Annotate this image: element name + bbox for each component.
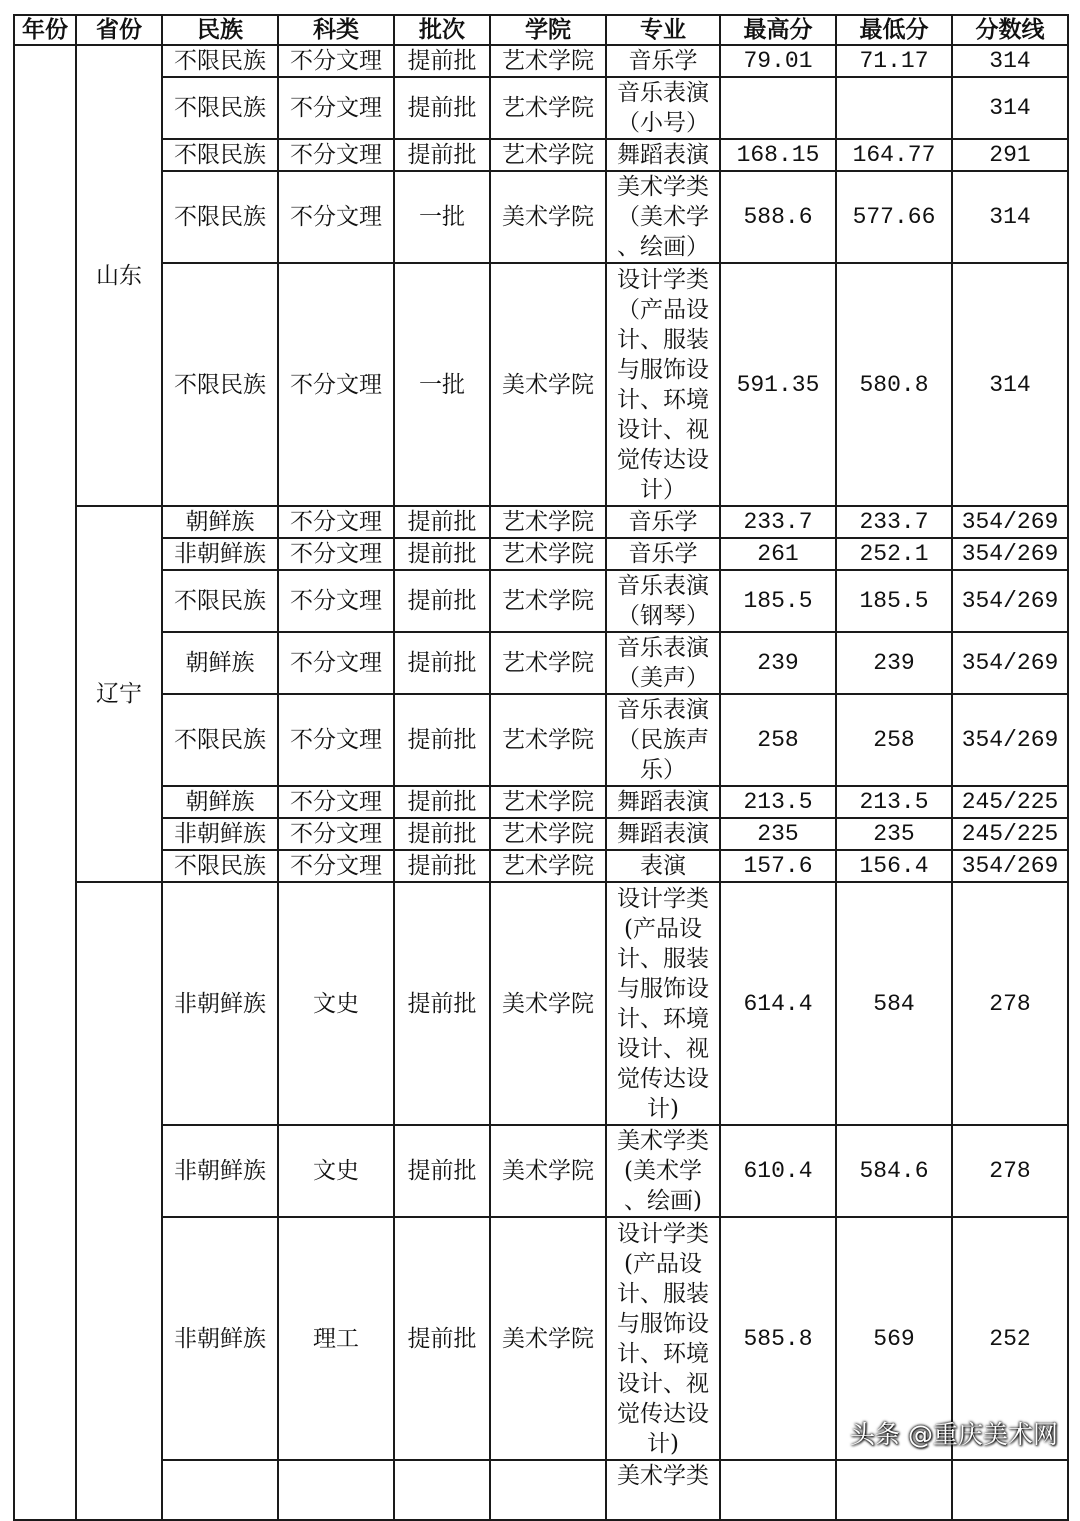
batch-cell: 提前批 xyxy=(394,632,490,694)
table-row xyxy=(14,570,1068,632)
cutoff-line-cell: 314 xyxy=(952,263,1068,506)
college-cell: 艺术学院 xyxy=(490,77,606,139)
admission-scores-table xyxy=(13,14,1069,1521)
cutoff-line-cell: 278 xyxy=(952,882,1068,1125)
major-cell: 音乐表演 （美声） xyxy=(606,632,720,694)
header-batch: 批次 xyxy=(394,15,490,45)
max-score-cell: 585.8 xyxy=(720,1217,836,1460)
batch-cell: 提前批 xyxy=(394,694,490,786)
major-cell: 舞蹈表演 xyxy=(606,818,720,850)
max-score-cell: 610.4 xyxy=(720,1125,836,1217)
batch-cell: 提前批 xyxy=(394,786,490,818)
college-cell: 美术学院 xyxy=(490,882,606,1125)
header-major: 专业 xyxy=(606,15,720,45)
major-cell: 音乐表演 （钢琴） xyxy=(606,570,720,632)
major-cell: 美术学类 (美术学 、绘画) xyxy=(606,1125,720,1217)
table-row xyxy=(14,77,1068,139)
category-cell: 不分文理 xyxy=(278,139,394,171)
category-cell: 不分文理 xyxy=(278,570,394,632)
batch-cell: 提前批 xyxy=(394,850,490,882)
header-ethnicity: 民族 xyxy=(162,15,278,45)
header-row xyxy=(14,15,1068,45)
batch-cell: 提前批 xyxy=(394,1125,490,1217)
category-cell: 不分文理 xyxy=(278,45,394,77)
college-cell: 艺术学院 xyxy=(490,506,606,538)
category-cell: 不分文理 xyxy=(278,538,394,570)
batch-cell: 一批 xyxy=(394,171,490,263)
category-cell: 不分文理 xyxy=(278,632,394,694)
college-cell: 艺术学院 xyxy=(490,570,606,632)
batch-cell: 提前批 xyxy=(394,538,490,570)
min-score-cell xyxy=(836,77,952,139)
ethnicity-cell: 不限民族 xyxy=(162,570,278,632)
college-cell: 艺术学院 xyxy=(490,632,606,694)
ethnicity-cell: 不限民族 xyxy=(162,45,278,77)
min-score-cell: 233.7 xyxy=(836,506,952,538)
cutoff-line-cell: 314 xyxy=(952,45,1068,77)
ethnicity-cell xyxy=(162,1460,278,1520)
max-score-cell: 79.01 xyxy=(720,45,836,77)
batch-cell: 提前批 xyxy=(394,1217,490,1460)
max-score-cell: 261 xyxy=(720,538,836,570)
cutoff-line-cell xyxy=(952,1460,1068,1520)
category-cell: 不分文理 xyxy=(278,818,394,850)
ethnicity-cell: 朝鲜族 xyxy=(162,786,278,818)
ethnicity-cell: 不限民族 xyxy=(162,850,278,882)
max-score-cell: 235 xyxy=(720,818,836,850)
min-score-cell: 252.1 xyxy=(836,538,952,570)
major-cell: 表演 xyxy=(606,850,720,882)
ethnicity-cell: 不限民族 xyxy=(162,694,278,786)
college-cell: 美术学院 xyxy=(490,263,606,506)
category-cell: 不分文理 xyxy=(278,506,394,538)
college-cell xyxy=(490,1460,606,1520)
min-score-cell: 235 xyxy=(836,818,952,850)
category-cell: 文史 xyxy=(278,1125,394,1217)
table-row xyxy=(14,882,1068,1125)
ethnicity-cell: 不限民族 xyxy=(162,139,278,171)
min-score-cell xyxy=(836,1460,952,1520)
watermark: 头条 @重庆美术网 xyxy=(850,1420,1058,1449)
min-score-cell: 213.5 xyxy=(836,786,952,818)
max-score-cell: 233.7 xyxy=(720,506,836,538)
college-cell: 艺术学院 xyxy=(490,694,606,786)
max-score-cell: 258 xyxy=(720,694,836,786)
major-cell: 音乐学 xyxy=(606,538,720,570)
header-max-score: 最高分 xyxy=(720,15,836,45)
province-cell-liaoning: 辽宁 xyxy=(76,506,162,882)
cutoff-line-cell: 245/225 xyxy=(952,818,1068,850)
cutoff-line-cell: 314 xyxy=(952,77,1068,139)
category-cell: 文史 xyxy=(278,882,394,1125)
header-category: 科类 xyxy=(278,15,394,45)
max-score-cell: 157.6 xyxy=(720,850,836,882)
ethnicity-cell: 非朝鲜族 xyxy=(162,1125,278,1217)
min-score-cell: 239 xyxy=(836,632,952,694)
cutoff-line-cell: 354/269 xyxy=(952,850,1068,882)
major-cell: 舞蹈表演 xyxy=(606,786,720,818)
min-score-cell: 577.66 xyxy=(836,171,952,263)
category-cell: 理工 xyxy=(278,1217,394,1460)
college-cell: 艺术学院 xyxy=(490,139,606,171)
header-year: 年份 xyxy=(14,15,76,45)
max-score-cell: 213.5 xyxy=(720,786,836,818)
category-cell: 不分文理 xyxy=(278,171,394,263)
province-cell-shandong: 山东 xyxy=(76,45,162,506)
batch-cell: 提前批 xyxy=(394,570,490,632)
min-score-cell: 258 xyxy=(836,694,952,786)
table-row xyxy=(14,694,1068,786)
college-cell: 美术学院 xyxy=(490,1217,606,1460)
cutoff-line-cell: 252 xyxy=(952,1217,1068,1460)
min-score-cell: 584 xyxy=(836,882,952,1125)
table-row xyxy=(14,632,1068,694)
major-cell: 设计学类 （产品设 计、服装 与服饰设 计、环境 设计、视 觉传达设 计） xyxy=(606,263,720,506)
major-cell: 美术学类 xyxy=(606,1460,720,1520)
min-score-cell: 156.4 xyxy=(836,850,952,882)
category-cell: 不分文理 xyxy=(278,850,394,882)
batch-cell: 提前批 xyxy=(394,818,490,850)
college-cell: 艺术学院 xyxy=(490,786,606,818)
college-cell: 美术学院 xyxy=(490,1125,606,1217)
college-cell: 美术学院 xyxy=(490,171,606,263)
table-row xyxy=(14,171,1068,263)
batch-cell: 提前批 xyxy=(394,139,490,171)
batch-cell: 提前批 xyxy=(394,506,490,538)
max-score-cell xyxy=(720,77,836,139)
ethnicity-cell: 非朝鲜族 xyxy=(162,882,278,1125)
cutoff-line-cell: 291 xyxy=(952,139,1068,171)
min-score-cell: 71.17 xyxy=(836,45,952,77)
table-row xyxy=(14,139,1068,171)
major-cell: 设计学类 (产品设 计、服装 与服饰设 计、环境 设计、视 觉传达设 计) xyxy=(606,1217,720,1460)
table-row xyxy=(14,786,1068,818)
max-score-cell: 168.15 xyxy=(720,139,836,171)
table-row xyxy=(14,818,1068,850)
category-cell: 不分文理 xyxy=(278,694,394,786)
cutoff-line-cell: 354/269 xyxy=(952,632,1068,694)
cutoff-line-cell: 314 xyxy=(952,171,1068,263)
cutoff-line-cell: 245/225 xyxy=(952,786,1068,818)
max-score-cell: 185.5 xyxy=(720,570,836,632)
batch-cell xyxy=(394,1460,490,1520)
min-score-cell: 164.77 xyxy=(836,139,952,171)
max-score-cell: 614.4 xyxy=(720,882,836,1125)
ethnicity-cell: 朝鲜族 xyxy=(162,506,278,538)
college-cell: 艺术学院 xyxy=(490,45,606,77)
major-cell: 音乐学 xyxy=(606,45,720,77)
category-cell: 不分文理 xyxy=(278,786,394,818)
ethnicity-cell: 非朝鲜族 xyxy=(162,1217,278,1460)
table-row xyxy=(14,1460,1068,1520)
min-score-cell: 580.8 xyxy=(836,263,952,506)
ethnicity-cell: 不限民族 xyxy=(162,171,278,263)
college-cell: 艺术学院 xyxy=(490,538,606,570)
table-row xyxy=(14,506,1068,538)
header-min-score: 最低分 xyxy=(836,15,952,45)
header-cutoff-line: 分数线 xyxy=(952,15,1068,45)
major-cell: 音乐表演 （小号） xyxy=(606,77,720,139)
cutoff-line-cell: 354/269 xyxy=(952,694,1068,786)
max-score-cell xyxy=(720,1460,836,1520)
college-cell: 艺术学院 xyxy=(490,818,606,850)
college-cell: 艺术学院 xyxy=(490,850,606,882)
min-score-cell: 569 xyxy=(836,1217,952,1460)
major-cell: 设计学类 (产品设 计、服装 与服饰设 计、环境 设计、视 觉传达设 计) xyxy=(606,882,720,1125)
table-row xyxy=(14,538,1068,570)
cutoff-line-cell: 354/269 xyxy=(952,538,1068,570)
category-cell: 不分文理 xyxy=(278,77,394,139)
ethnicity-cell: 不限民族 xyxy=(162,77,278,139)
ethnicity-cell: 非朝鲜族 xyxy=(162,818,278,850)
max-score-cell: 591.35 xyxy=(720,263,836,506)
major-cell: 音乐表演 （民族声 乐） xyxy=(606,694,720,786)
category-cell: 不分文理 xyxy=(278,263,394,506)
table-row xyxy=(14,263,1068,506)
batch-cell: 提前批 xyxy=(394,45,490,77)
ethnicity-cell: 非朝鲜族 xyxy=(162,538,278,570)
major-cell: 舞蹈表演 xyxy=(606,139,720,171)
ethnicity-cell: 朝鲜族 xyxy=(162,632,278,694)
cutoff-line-cell: 354/269 xyxy=(952,506,1068,538)
cutoff-line-cell: 354/269 xyxy=(952,570,1068,632)
header-college: 学院 xyxy=(490,15,606,45)
major-cell: 音乐学 xyxy=(606,506,720,538)
batch-cell: 提前批 xyxy=(394,882,490,1125)
batch-cell: 一批 xyxy=(394,263,490,506)
min-score-cell: 185.5 xyxy=(836,570,952,632)
header-province: 省份 xyxy=(76,15,162,45)
cutoff-line-cell: 278 xyxy=(952,1125,1068,1217)
province-cell-third xyxy=(76,882,162,1520)
batch-cell: 提前批 xyxy=(394,77,490,139)
year-cell xyxy=(14,45,76,1520)
category-cell xyxy=(278,1460,394,1520)
table-row xyxy=(14,1125,1068,1217)
table-row xyxy=(14,45,1068,77)
max-score-cell: 588.6 xyxy=(720,171,836,263)
max-score-cell: 239 xyxy=(720,632,836,694)
table-row xyxy=(14,850,1068,882)
major-cell: 美术学类 （美术学 、绘画） xyxy=(606,171,720,263)
min-score-cell: 584.6 xyxy=(836,1125,952,1217)
ethnicity-cell: 不限民族 xyxy=(162,263,278,506)
